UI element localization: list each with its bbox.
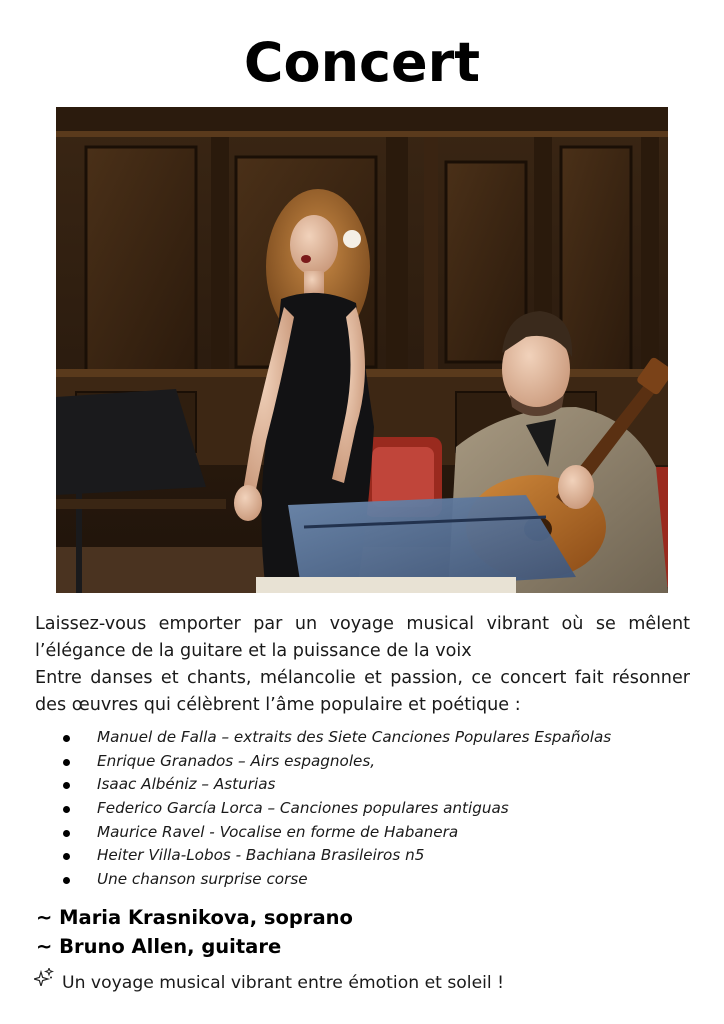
intro-paragraph (35, 611, 690, 719)
list-item: Manuel de Falla – extraits des Siete Canciones Populares Españolas (60, 726, 611, 750)
tagline (34, 970, 504, 996)
bullet-icon (63, 830, 70, 837)
bullet-icon (63, 806, 70, 813)
list-item: Une chanson surprise corse (60, 868, 611, 892)
works-list (60, 726, 611, 892)
bullet-icon (63, 735, 70, 742)
performer-soprano: ~ Maria Krasnikova, soprano (36, 906, 353, 929)
performers (36, 903, 353, 961)
bullet-icon (63, 782, 70, 789)
intro-line-1: Laissez-vous emporter par un voyage musical vibrant où se mêlent (35, 614, 690, 634)
list-item: Maurice Ravel - Vocalise en forme de Habanera (60, 821, 611, 845)
intro-line-4: des œuvres qui célèbrent l’âme populaire et poétique : (35, 695, 521, 715)
bullet-icon (63, 759, 70, 766)
bullet-icon (63, 853, 70, 860)
bullet-icon (63, 877, 70, 884)
intro-line-2: l’élégance de la guitare et la puissance de la voix (35, 641, 472, 661)
tagline-text: Un voyage musical vibrant entre émotion et soleil ! (62, 973, 505, 993)
list-item: Isaac Albéniz – Asturias (60, 773, 611, 797)
intro-line-3: Entre danses et chants, mélancolie et passion, ce concert fait résonner (35, 668, 690, 688)
page-title: Concert (243, 31, 481, 94)
list-item: Federico García Lorca – Canciones populares antiguas (60, 797, 611, 821)
concert-photo (56, 107, 668, 593)
list-item: Enrique Granados – Airs espagnoles, (60, 750, 611, 774)
list-item: Heiter Villa-Lobos - Bachiana Brasileiros n5 (60, 844, 611, 868)
sparkles-icon (34, 968, 54, 994)
performer-guitar: ~ Bruno Allen, guitare (36, 935, 282, 958)
